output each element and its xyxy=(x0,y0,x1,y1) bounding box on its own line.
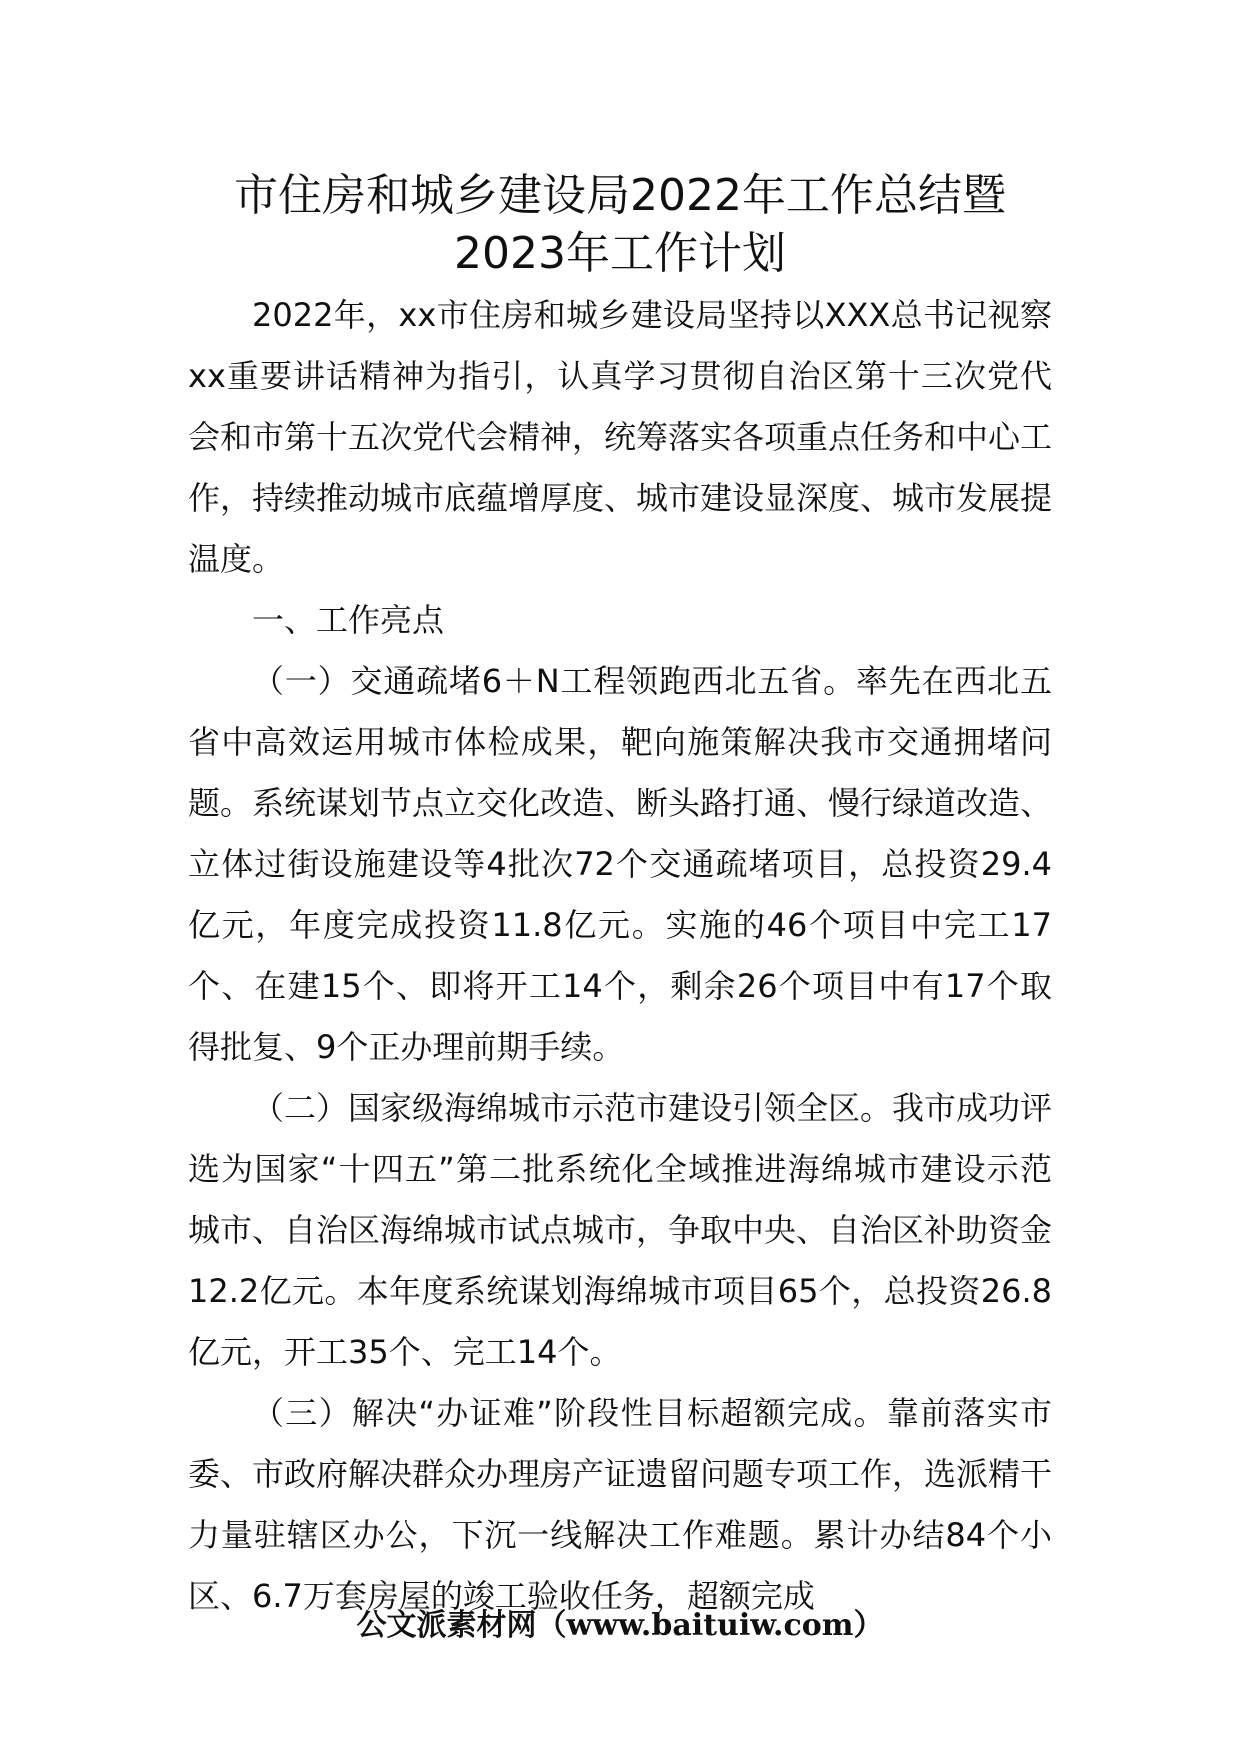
document-title-line-2: 2023年工作计划 xyxy=(454,228,786,279)
document-title-line-1: 市住房和城乡建设局2022年工作总结暨 xyxy=(234,170,1006,221)
paragraph-traffic: （一）交通疏堵6＋N工程领跑西北五省。率先在西北五省中高效运用城市体检成果，靶向施策解决我市交通拥堵问题。系统谋划节点立交化改造、断头路打通、慢行绿道改造、立体过街设施建设等4批次72个交通疏堵项目，总投资29.4亿元，年度完成投资11.8亿元。实施的46个项目中完工17个、在建15个、即将开工14个，剩余26个项目中有17个取得批复、9个正办理前期手续。 xyxy=(188,662,1053,1066)
paragraph-intro: 2022年，xx市住房和城乡建设局坚持以XXX总书记视察xx重要讲话精神为指引，认真学习贯彻自治区第十三次党代会和市第十五次党代会精神，统筹落实各项重点任务和中心工作，持续推动城市底蕴增厚度、城市建设显深度、城市发展提温度。 xyxy=(188,296,1053,578)
section-heading-highlights: 一、工作亮点 xyxy=(252,601,445,639)
paragraph-sponge-city: （二）国家级海绵城市示范市建设引领全区。我市成功评选为国家“十四五”第二批系统化全域推进海绵城市建设示范城市、自治区海绵城市试点城市，争取中央、自治区补助资金12.2亿元。本年度系统谋划海绵城市项目65个，总投资26.8亿元，开工35个、完工14个。 xyxy=(188,1089,1053,1371)
document-body xyxy=(188,285,1052,1627)
paragraph-certificate: （三）解决“办证难”阶段性目标超额完成。靠前落实市委、市政府解决群众办理房产证遗留问题专项工作，选派精干力量驻辖区办公，下沉一线解决工作难题。累计办结84个小区、6.7万套房屋的竣工验收任务，超额完成 xyxy=(188,1394,1053,1615)
footer-watermark-text: 公文派素材网（www.baituiw.com） xyxy=(356,1608,884,1643)
